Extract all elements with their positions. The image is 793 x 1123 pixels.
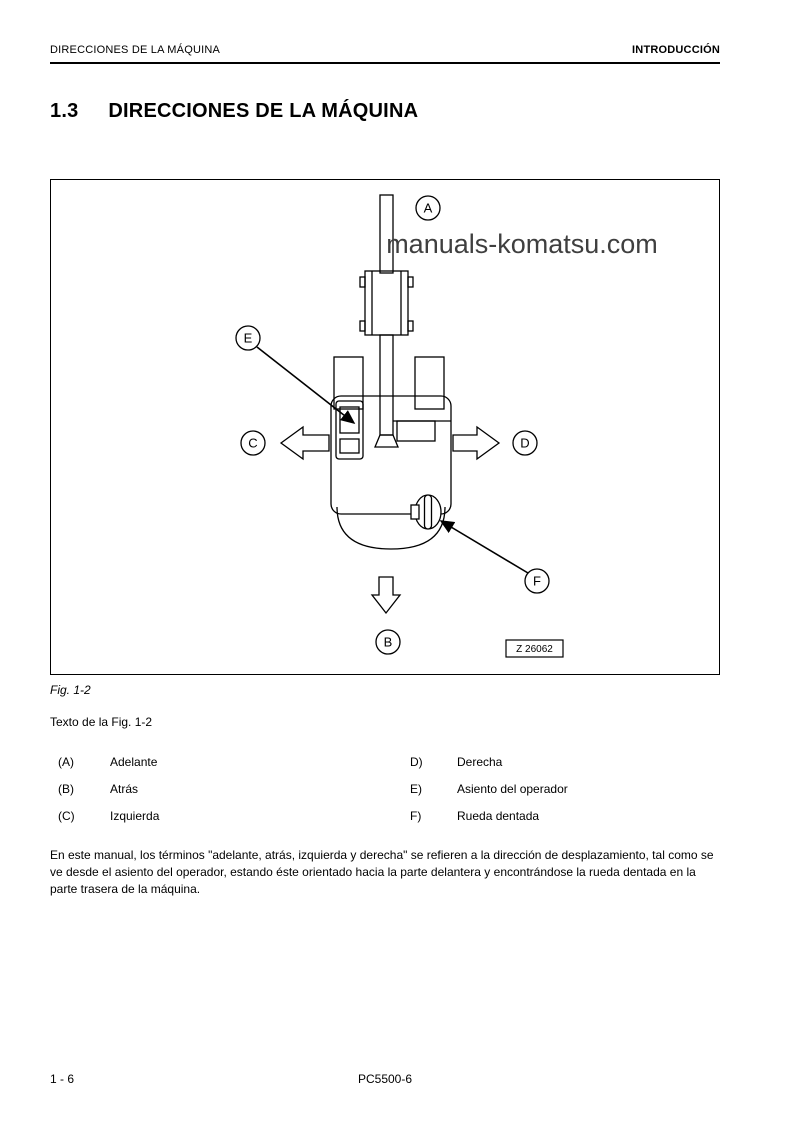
figure-caption: Fig. 1-2 bbox=[50, 683, 91, 697]
label-e: E bbox=[243, 330, 253, 346]
legend-key: D) bbox=[410, 755, 423, 769]
operator-seat-drawing bbox=[336, 401, 363, 459]
legend-key: (A) bbox=[58, 755, 74, 769]
label-a: A bbox=[423, 200, 433, 216]
label-f: F bbox=[533, 573, 541, 589]
arrow-down-icon bbox=[372, 577, 400, 613]
legend-key: F) bbox=[410, 809, 422, 823]
footer-page-number: 1 - 6 bbox=[50, 1072, 75, 1086]
leader-line-e bbox=[257, 347, 354, 423]
legend-value: Izquierda bbox=[110, 809, 160, 823]
body-paragraph: En este manual, los términos "adelante, atrás, izquierda y derecha" se refieren a la dirección de desplazamiento, tal como se ve desde el asiento del operador, estando éste orientado hacia la parte delantera y encontrándose la rueda dentada en la parte trasera de la máquina. bbox=[50, 848, 714, 896]
legend-title: Texto de la Fig. 1-2 bbox=[50, 715, 153, 729]
arrow-left-icon bbox=[281, 427, 329, 459]
label-a-circle bbox=[416, 196, 440, 220]
legend-value: Asiento del operador bbox=[457, 782, 568, 796]
figure-code: Z 26062 bbox=[516, 644, 553, 655]
section-heading: DIRECCIONES DE LA MÁQUINA bbox=[108, 100, 419, 122]
legend-value: Atrás bbox=[110, 782, 139, 796]
label-d-circle bbox=[513, 431, 537, 455]
label-c: C bbox=[248, 435, 258, 451]
label-d: D bbox=[520, 435, 530, 451]
label-c-circle bbox=[241, 431, 265, 455]
footer-model-code: PC5500-6 bbox=[357, 1072, 413, 1086]
legend-key: (C) bbox=[58, 809, 75, 823]
section-number: 1.3 bbox=[50, 100, 79, 122]
legend-grid bbox=[50, 755, 720, 823]
legend-value: Rueda dentada bbox=[457, 809, 540, 823]
figure-code-box bbox=[506, 640, 563, 657]
header-left-title: DIRECCIONES DE LA MÁQUINA bbox=[50, 44, 221, 56]
page-footer bbox=[50, 1072, 720, 1086]
watermark-text: manuals-komatsu.com bbox=[386, 229, 658, 259]
figure-box bbox=[50, 179, 720, 675]
label-e-circle bbox=[236, 326, 260, 350]
legend-value: Derecha bbox=[457, 755, 503, 769]
header-right-section: INTRODUCCIÓN bbox=[632, 44, 720, 56]
legend-key: E) bbox=[410, 782, 422, 796]
label-f-circle bbox=[525, 569, 549, 593]
sprocket-drawing bbox=[411, 495, 441, 529]
section-title bbox=[50, 100, 720, 123]
machine-diagram bbox=[51, 180, 719, 674]
arrow-right-icon bbox=[453, 427, 499, 459]
leader-line-f bbox=[441, 521, 528, 573]
label-b-circle bbox=[376, 630, 400, 654]
page-header bbox=[50, 0, 720, 64]
legend-value: Adelante bbox=[110, 755, 158, 769]
legend-key: (B) bbox=[58, 782, 74, 796]
label-b: B bbox=[383, 634, 393, 650]
